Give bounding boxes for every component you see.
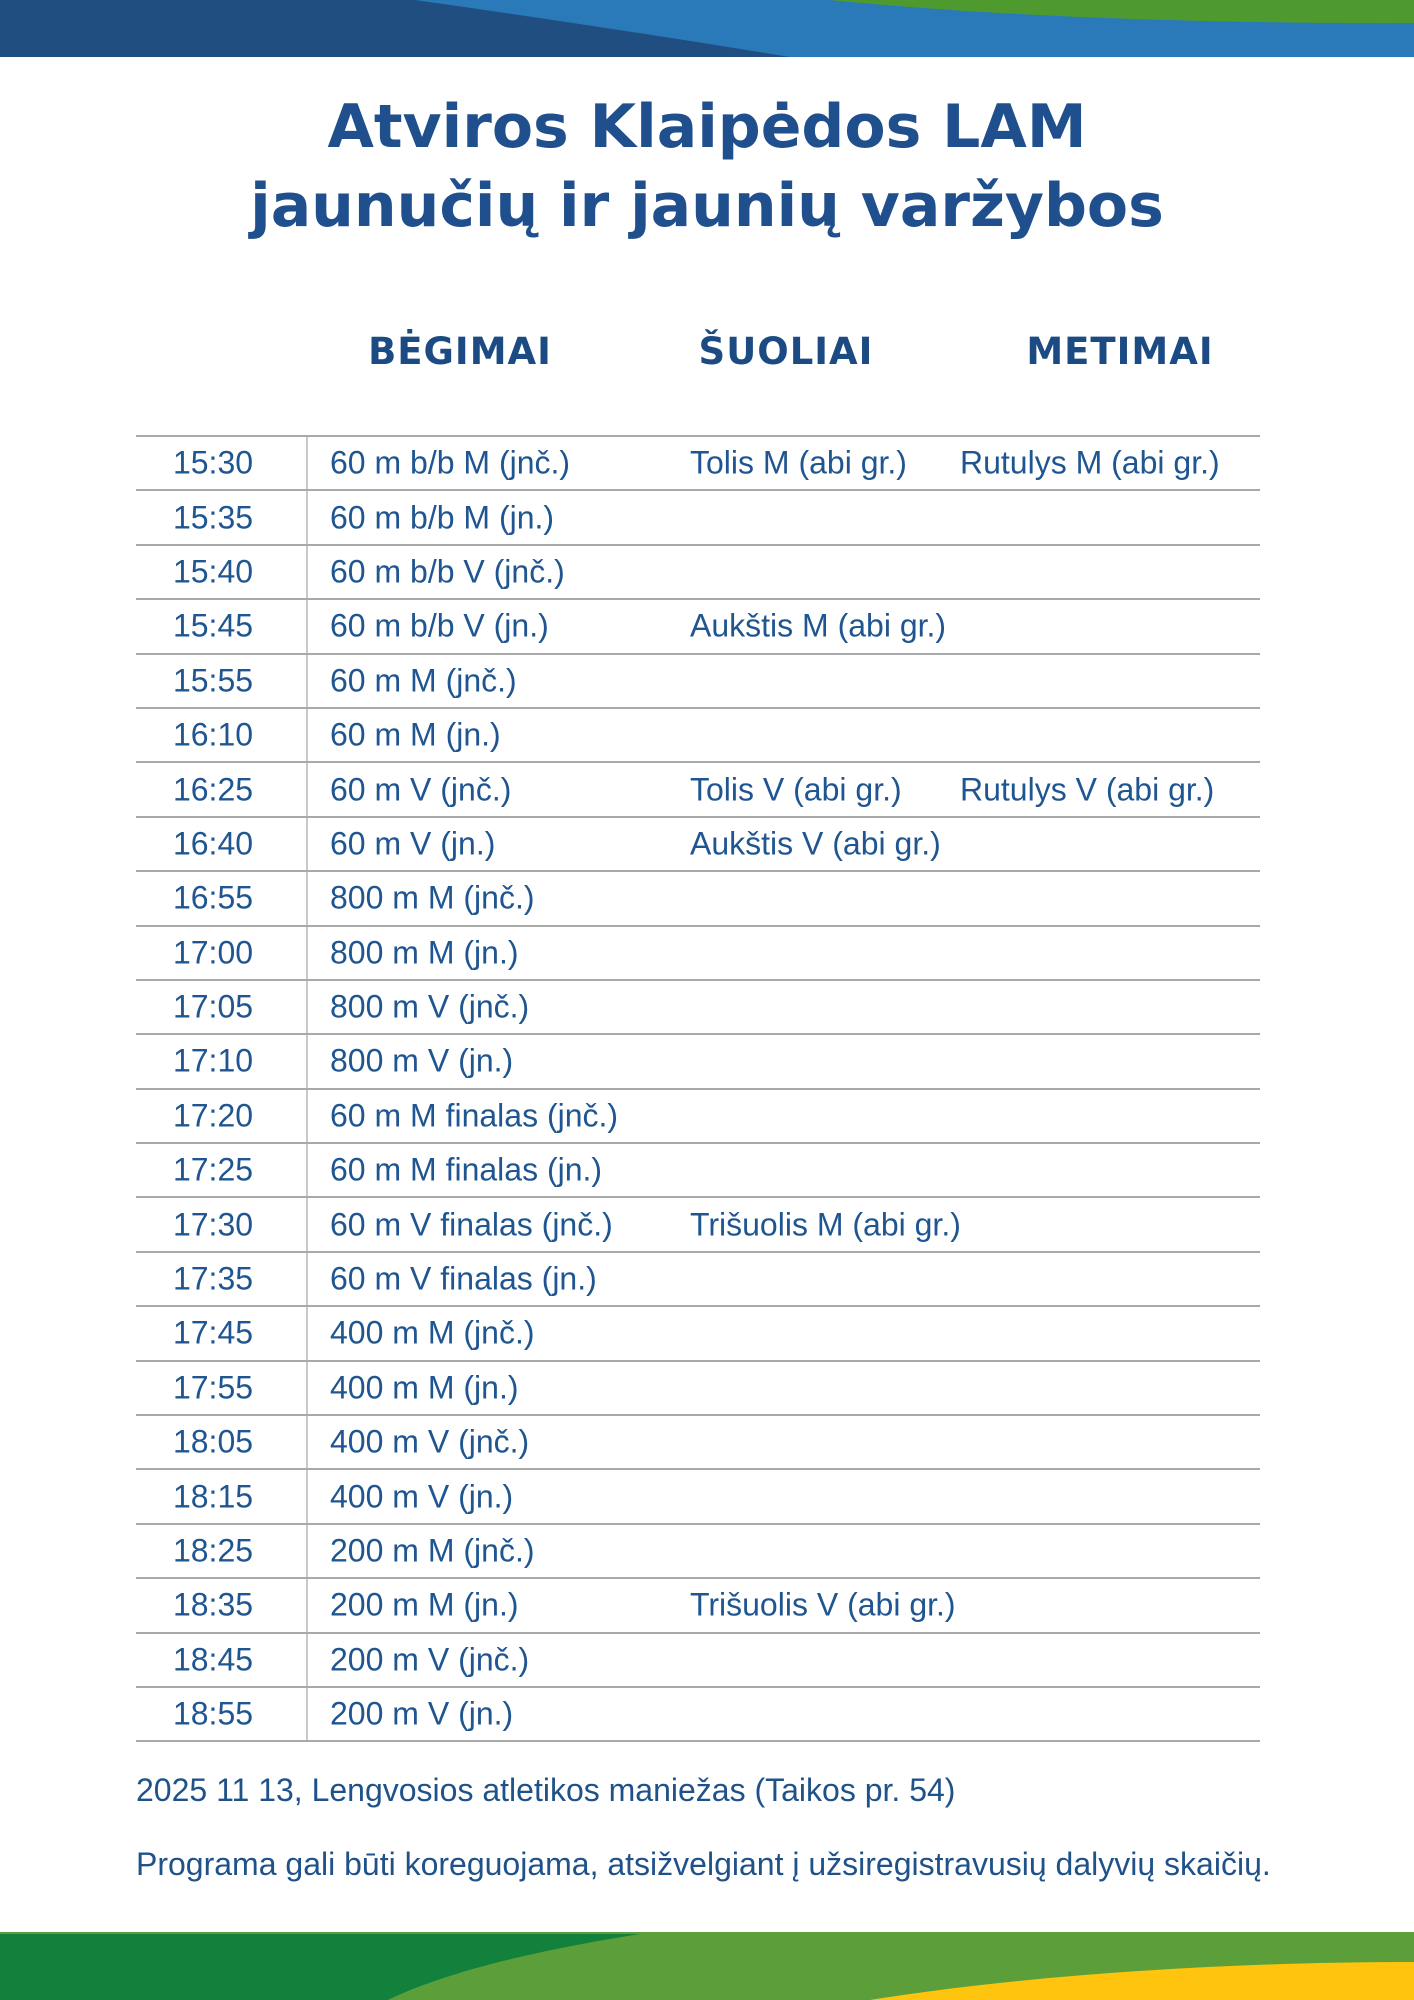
cell-time: 15:40: [172, 553, 254, 590]
table-row: [136, 1686, 1260, 1740]
table-row: [136, 816, 1260, 870]
cell-time: 17:20: [172, 1097, 254, 1134]
cell-run: 60 m V finalas (jn.): [330, 1260, 597, 1297]
cell-time: 17:30: [172, 1206, 254, 1243]
cell-run: 60 m b/b V (jn.): [330, 607, 549, 644]
column-header-runs: BĖGIMAI: [368, 330, 552, 373]
cell-run: 400 m V (jn.): [330, 1478, 514, 1515]
schedule-table-body: [136, 435, 1260, 1740]
cell-run: 60 m M finalas (jnč.): [330, 1097, 619, 1134]
cell-run: 60 m V (jnč.): [330, 771, 512, 808]
table-row: [136, 544, 1260, 598]
table-row: [136, 1088, 1260, 1142]
cell-time: 17:00: [172, 934, 254, 971]
cell-run: 200 m V (jn.): [330, 1695, 514, 1732]
table-row: [136, 435, 1260, 489]
cell-time: 17:35: [172, 1260, 254, 1297]
table-row: [136, 979, 1260, 1033]
cell-jump: Tolis M (abi gr.): [690, 444, 907, 481]
column-header-jumps: ŠUOLIAI: [698, 330, 874, 373]
cell-run: 400 m M (jn.): [330, 1369, 519, 1406]
table-row: [136, 653, 1260, 707]
cell-run: 800 m V (jnč.): [330, 988, 530, 1025]
table-row: [136, 1142, 1260, 1196]
cell-time: 16:25: [172, 771, 254, 808]
table-row: [136, 1523, 1260, 1577]
cell-time: 15:55: [172, 662, 254, 699]
cell-time: 17:55: [172, 1369, 254, 1406]
cell-run: 200 m V (jnč.): [330, 1641, 530, 1678]
cell-time: 17:05: [172, 988, 254, 1025]
cell-time: 15:35: [172, 499, 254, 536]
table-row: [136, 1414, 1260, 1468]
cell-time: 16:40: [172, 825, 254, 862]
cell-time: 15:30: [172, 444, 254, 481]
event-date-venue: 2025 11 13, Lengvosios atletikos maniežas (Taikos pr. 54): [136, 1772, 956, 1808]
cell-time: 18:55: [172, 1695, 254, 1732]
table-row: [136, 1360, 1260, 1414]
cell-run: 60 m M (jn.): [330, 716, 501, 753]
cell-time: 18:05: [172, 1423, 254, 1460]
table-row: [136, 1468, 1260, 1522]
table-row: [136, 870, 1260, 924]
cell-throw: Rutulys V (abi gr.): [960, 771, 1215, 808]
cell-jump: Aukštis V (abi gr.): [690, 825, 941, 862]
cell-time: 18:15: [172, 1478, 254, 1515]
table-row: [136, 598, 1260, 652]
cell-run: 400 m V (jnč.): [330, 1423, 530, 1460]
cell-time: 17:45: [172, 1314, 254, 1351]
table-row: [136, 1033, 1260, 1087]
table-row: [136, 707, 1260, 761]
page-title-line1: Atviros Klaipėdos LAM: [327, 92, 1087, 162]
cell-time: 18:25: [172, 1532, 254, 1569]
column-header-throws: METIMAI: [1026, 330, 1214, 373]
page-title: [0, 88, 1414, 246]
cell-time: 17:10: [172, 1042, 254, 1079]
top-wave-decoration: [0, 0, 1414, 57]
table-row: [136, 1632, 1260, 1686]
cell-run: 400 m M (jnč.): [330, 1314, 535, 1351]
page-title-line2: jaunučių ir jaunių varžybos: [250, 171, 1164, 241]
program-note: Programa gali būti koreguojama, atsižvelgiant į užsiregistravusių dalyvių skaičių.: [136, 1846, 1271, 1882]
cell-jump: Trišuolis V (abi gr.): [690, 1586, 956, 1623]
cell-run: 60 m M (jnč.): [330, 662, 517, 699]
cell-run: 800 m V (jn.): [330, 1042, 514, 1079]
cell-time: 15:45: [172, 607, 254, 644]
cell-jump: Aukštis M (abi gr.): [690, 607, 947, 644]
table-row: [136, 1305, 1260, 1359]
cell-time: 16:55: [172, 879, 254, 916]
cell-jump: Tolis V (abi gr.): [690, 771, 902, 808]
table-row: [136, 1251, 1260, 1305]
cell-run: 800 m M (jn.): [330, 934, 519, 971]
cell-time: 18:45: [172, 1641, 254, 1678]
cell-throw: Rutulys M (abi gr.): [960, 444, 1220, 481]
cell-time: 16:10: [172, 716, 254, 753]
cell-run: 60 m V finalas (jnč.): [330, 1206, 613, 1243]
bottom-wave-decoration: [0, 1931, 1414, 2000]
cell-run: 200 m M (jnč.): [330, 1532, 535, 1569]
table-row: [136, 761, 1260, 815]
cell-run: 60 m M finalas (jn.): [330, 1151, 603, 1188]
cell-run: 200 m M (jn.): [330, 1586, 519, 1623]
cell-run: 60 m b/b V (jnč.): [330, 553, 565, 590]
table-row: [136, 1577, 1260, 1631]
cell-run: 60 m b/b M (jnč.): [330, 444, 571, 481]
table-row: [136, 925, 1260, 979]
schedule-table: [136, 435, 1260, 1742]
cell-run: 60 m V (jn.): [330, 825, 496, 862]
cell-time: 18:35: [172, 1586, 254, 1623]
cell-time: 17:25: [172, 1151, 254, 1188]
cell-run: 60 m b/b M (jn.): [330, 499, 555, 536]
cell-jump: Trišuolis M (abi gr.): [690, 1206, 961, 1243]
table-row: [136, 1196, 1260, 1250]
cell-run: 800 m M (jnč.): [330, 879, 535, 916]
table-row: [136, 489, 1260, 543]
